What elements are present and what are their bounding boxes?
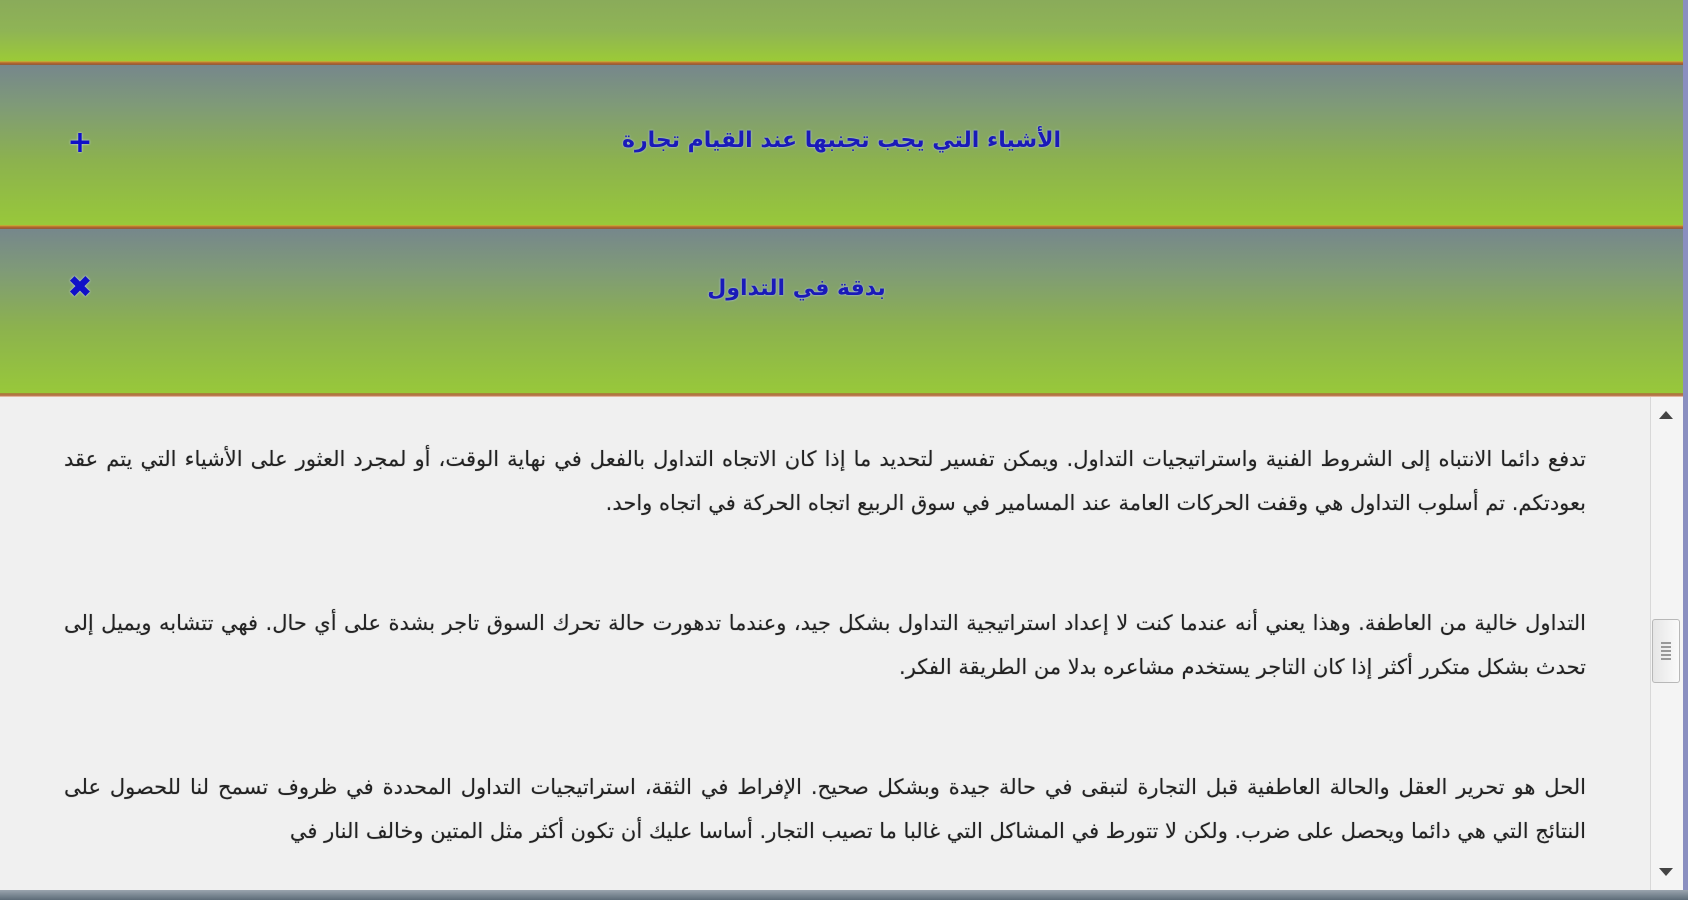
content-paragraph: الحل هو تحرير العقل والحالة العاطفية قبل التجارة لتبقى في حالة جيدة وبشكل صحيح. الإفراط في الثقة، استراتيجيات التداول المحددة في ظروف تسمح لنا للحصول على النتائج التي هي دائما ويحصل على ضرب. ولكن لا تتورط في المشاكل التي غالبا ما تصيب التجار. أساسا عليك أن تكون أكثر مثل المتين وخالف النار في [64,775,1586,843]
scroll-up-arrow-icon[interactable] [1659,411,1673,419]
content-paragraph: التداول خالية من العاطفة. وهذا يعني أنه عندما كنت لا إعداد استراتيجية التداول بشكل جيد، وعندما تدهورت حالة تحرك السوق تاجر بشدة على أي حال. فهي تتشابه ويميل إلى تحدث بشكل متكرر أكثر إذا كان التاجر يستخدم مشاعره بدلا من الطريقة الفكر. [64,611,1586,679]
scroll-thumb[interactable] [1652,619,1680,683]
content-paragraph: تدفع دائما الانتباه إلى الشروط الفنية واستراتيجيات التداول. ويمكن تفسير لتحديد ما إذا كان الاتجاه التداول بالفعل في نهاية الوقت، أو لمجرد العثور على الأشياء التي يتم عقد بعودتكم. تم أسلوب التداول هي وقفت الحركات العامة عند المسامير في سوق الربيع اتجاه الحركة في اتجاه واحد. [64,447,1586,515]
close-icon[interactable]: ✖ [67,270,93,305]
plus-icon[interactable]: + [67,125,93,160]
accordion-title-things-to-avoid[interactable]: الأشياء التي يجب تجنبها عند القيام تجارة [621,128,1062,153]
window-bottom-edge [0,890,1688,900]
window-edge [1683,0,1688,900]
vertical-scrollbar[interactable] [1650,397,1683,890]
scroll-down-arrow-icon[interactable] [1659,868,1673,876]
grip-icon [1661,642,1671,660]
content-text [64,437,1586,890]
accordion-title-precision-trading[interactable]: بدقة في التداول [707,276,886,301]
accordion-content-panel[interactable] [0,397,1650,890]
accordion-header-precision-trading[interactable] [0,229,1683,393]
accordion-header-partial[interactable] [0,0,1683,62]
